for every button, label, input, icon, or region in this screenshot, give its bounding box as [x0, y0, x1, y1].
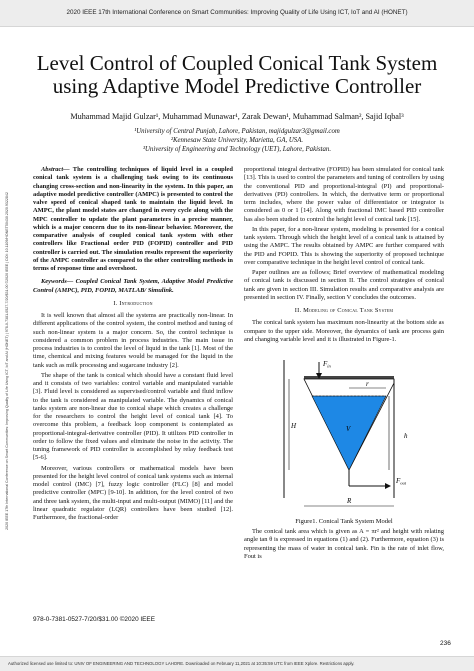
conference-header-bar [0, 0, 474, 27]
tank-top-rim [304, 376, 394, 379]
license-footer [0, 656, 474, 671]
license-text: Authorized licensed use limited to: UNIV OF ENGINEERING AND TECHNOLOGY LAHORE. Downloaded on February 11,2021 at 10:35:59 UTC from IEEE Xplore. Restrictions apply. [8, 661, 355, 666]
abstract-label: Abstract— [41, 166, 70, 173]
paper-title [20, 52, 454, 98]
H-label: H [291, 422, 297, 430]
conference-name: 2020 IEEE 17th International Conference on Smart Communities: Improving Quality of Life Using ICT, IoT and AI (HONET) [66, 9, 408, 16]
affiliation-2: ²Kennesaw State University, Marietta, GA, USA. [170, 137, 304, 145]
keywords [33, 278, 233, 295]
affiliation-1: ¹University of Central Punjab, Lahore, Pakistan, majidgulzar3@gmail.com [134, 128, 340, 135]
intro-paragraph-2: The shape of the tank is conical which should have a constant fluid level and it consists of two variables: control variable and manipulated variable [3]. Fluid level is considered as supervised/control variable and fluid inflow to the tank is considered as manipulated variable. The dynamics of conical tanks system are non-linear due to conical shape which creates a challenge for the researchers to control the height level of conical tank [4]. To overcome this problem, a feedback loop component is contemplated as proportional-integral-derivative controller (PID). It utilizes PID controller in order to follow the fixed values and eliminate the noise in the activity. The tuning framework of PID controller is accomplished by relay feedback test [5-6]. [33, 371, 233, 462]
affiliation-3: ³University of Engineering and Technology (UET), Lahore, Pakistan. [142, 146, 332, 154]
figure-caption: Figure1. Conical Tank System Model [295, 518, 393, 526]
tank-diagram [244, 348, 444, 513]
r-label: r [366, 380, 369, 388]
section-2-paragraph: The conical tank system has maximum non-linearity at the bottom side as compare to the upper side. Moreover, the dynamics of tank are process gain and changing variable level and it is illustrated in Figure-1. [244, 319, 444, 343]
copyright-line: 978-0-7381-0527-7/20/$31.00 ©2020 IEEE [33, 616, 155, 623]
section-1-title: Introduction [119, 299, 153, 307]
section-2-heading [244, 307, 444, 315]
R-label: R [347, 497, 352, 505]
left-column [33, 166, 233, 524]
authors: Muhammad Majid Gulzar¹, Muhammad Munawar¹, Zarak Dewan¹, Muhammad Salman², Sajid Iqbal³ [70, 112, 404, 121]
affiliations [20, 127, 454, 155]
abstract-text: The controlling techniques of liquid level in a coupled conical tank system is a challenging task owing to its continuous changing cross-section and non-linearity in the system. In this paper, an adaptive model predictive controller (AMPC) is presented to control the valve speed of conical shaped tank to maintain the liquid level. In AMPC, the plant model states are changed in every cycle along with the MPC controller to update the plant parameters in a precise manner, which is a major concern due to its non-linear behavior. Moreover, the comparative analysis of coupled conical tank system with other controllers like Fractional order PID (FOPID) controller and PID controller is carried out. The simulation results represent the superiority of the AMPC controller as compared to the other controlling methods in terms of response time and overshoot. [33, 166, 233, 272]
section-1-heading [33, 300, 233, 308]
liquid-volume [312, 396, 386, 470]
right-paragraph-3: Paper outlines are as follows; Brief overview of mathematical modeling of conical tank is discussed in section II. The control strategies of conical tank are given in section III. Simulation results and comparative analysis are presented in section IV. Finally, section V concludes the outcomes. [244, 269, 444, 301]
conical-tank-figure [244, 348, 444, 528]
intro-paragraph-3: Moreover, various controllers or mathematical models have been presented for the height level control of conical tank systems such as internal model control (IMC) [7], fuzzy logic controller (FLC) [8] and model predictive controller (MPC) [9-10]. In addition, for the level control of two and three tank system, the multi-input and multi-output (MIMO) [11] and the linear quadratic regulator (LQR) controllers have been studied [12]. Furthermore, the fractional-order [33, 464, 233, 521]
section-2-number: II. [294, 307, 302, 314]
fout-label: $F_{out}$ [396, 477, 407, 486]
section-1-number: I. [113, 299, 118, 307]
right-column [244, 166, 444, 563]
keywords-label: Keywords— [41, 278, 74, 286]
abstract [33, 166, 233, 273]
h-label: h [404, 432, 408, 440]
title-line-2: using Adaptive Model Predictive Controller [52, 74, 422, 98]
equation-paragraph: The conical tank area which is given as A = πr² and height with relating angle tan θ is expressed in equations (1) and (2). Furthermore, equation (3) is representing the mass of water in conical tank. Fin is the rate of inlet flow, Fout is [244, 528, 444, 560]
title-line-1: Level Control of Coupled Conical Tank System [36, 51, 438, 75]
keywords-text: Coupled Conical Tank System, Adaptive Model Predictive Control (AMPC), PID, FOPID, MATLAB/ Simulink. [33, 278, 233, 294]
fin-label: $F_{in}$ [323, 360, 331, 369]
V-label: V [346, 425, 351, 433]
side-doi-strip [2, 108, 12, 613]
page-number: 236 [440, 640, 451, 647]
right-paragraph-1: proportional integral derivative (FOPID) has been simulated for conical tank [13]. This is used to control the parameters and tuning of controllers by using the conventional PID and proportional-integral (PI) and proportional-derivatives (PD) controllers. In which, the derivative term or proportional term includes, where the power value of differentiator or integrator is considered as 0 or 1 [14]. Along with fractional IMC based PID controller has also been studied to control the height level of conical tank [15]. [244, 166, 444, 223]
intro-paragraph-1: It is well known that almost all the systems are practically non-linear. In different applications of the control system, the control method and tuning of such non-linear system is a major concern. So, the control technique is considered a common problem in process industries. The main issue in process industries is to control the level of liquid in the tank [1]. Most of the time, chemical and mixing features would be managed for the liquid in the tank such as milk processing and sugarcane industry [2]. [33, 312, 233, 369]
side-doi-text: 2020 IEEE 17th International Conference on Smart Communities: Improving Quality of Life Using ICT, IoT and AI (HONET) | 978-0-7381-0527-7/20/$31.00 ©2020 IEEE | DOI: 10.1109/HONET50430.2020.9322842 [5, 191, 9, 530]
right-paragraph-2: In this paper, for a non-linear system, modeling is presented for a conical tank system. Through which the height level of a conical tank is attained by using the AMPC. The results obtained by AMPC are further compared with the PID and FOPID. This is showing the superiority of proposed technique over comparative technique in the height level control of conical tank. [244, 225, 444, 266]
section-2-title: Modeling of Conical Tank System [303, 307, 394, 314]
